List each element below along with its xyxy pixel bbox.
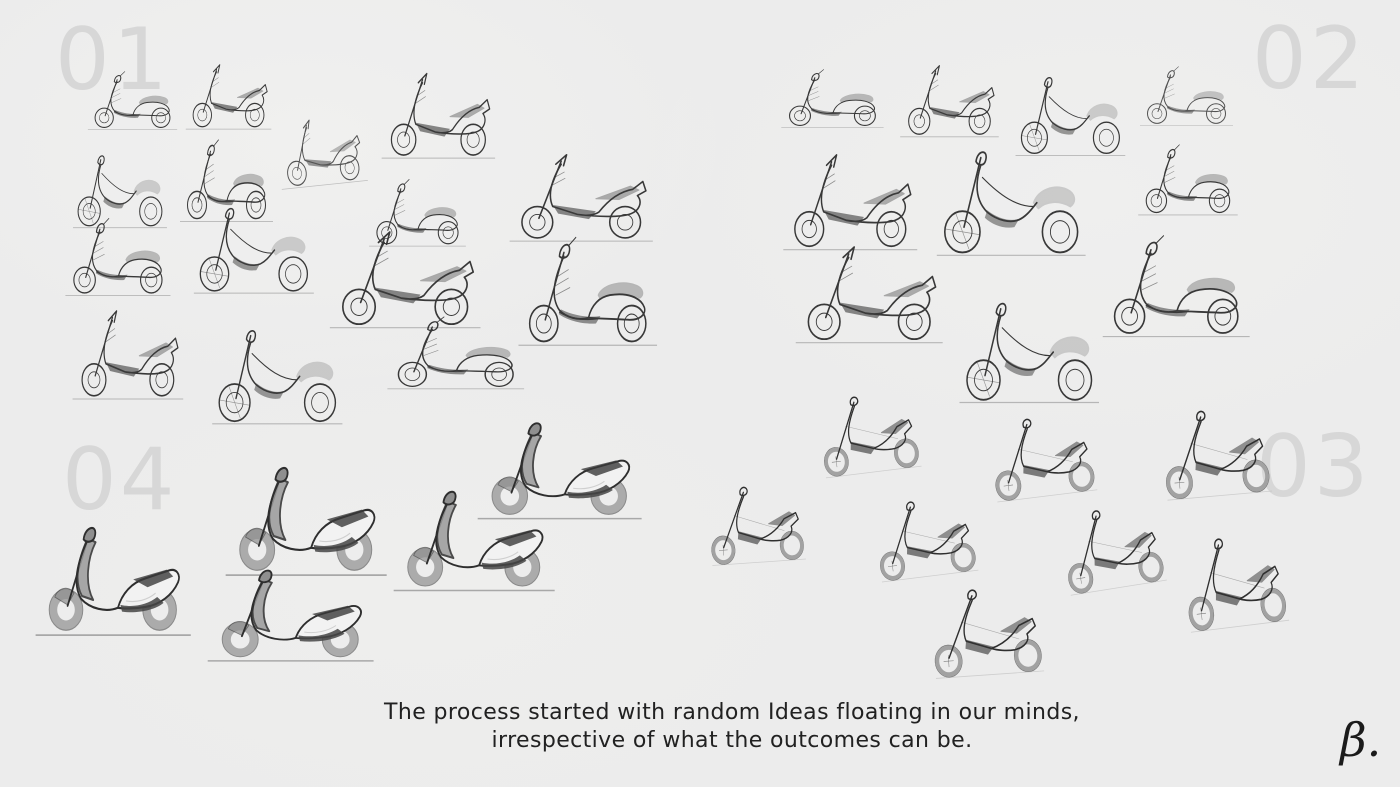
- scooter-sketch-01-9: [62, 211, 175, 299]
- scooter-sketch-01-13: [69, 299, 188, 403]
- scooter-sketch-03-5: [864, 488, 987, 587]
- caption-line-2: irrespective of what the outcomes can be.: [491, 728, 973, 753]
- scooter-sketch-03-6: [1050, 495, 1176, 602]
- process-caption: [64, 699, 1400, 755]
- group-03-label: 03: [1256, 417, 1372, 517]
- group-01-label: 01: [55, 10, 171, 110]
- scooter-sketch-01-10: [190, 197, 319, 297]
- scooter-sketch-04-1: [34, 513, 194, 640]
- scooter-sketch-02-2: [897, 56, 1003, 140]
- scooter-sketch-01-15: [383, 310, 530, 392]
- scooter-sketch-01-2: [183, 56, 275, 132]
- scooter-sketch-03-7: [1171, 524, 1297, 638]
- scooter-sketch-03-8: [921, 579, 1053, 685]
- scooter-sketch-03-3: [1151, 399, 1281, 506]
- scooter-sketch-02-6: [932, 138, 1092, 260]
- caption-line-1: The process started with random Ideas floating in our minds,: [384, 700, 1080, 725]
- scooter-sketch-02-4: [1137, 61, 1237, 128]
- scooter-sketch-03-4: [699, 477, 814, 570]
- scooter-sketch-04-3: [206, 558, 377, 665]
- scooter-sketch-01-1: [85, 66, 181, 132]
- scooter-sketch-01-12: [514, 227, 663, 350]
- scooter-sketch-04-5: [476, 410, 645, 523]
- scooter-sketch-02-10: [1098, 226, 1256, 341]
- group-04-label: 04: [62, 430, 178, 530]
- scooter-sketch-03-1: [808, 383, 930, 483]
- scooter-sketch-01-4: [378, 62, 500, 162]
- scooter-sketch-02-8: [791, 234, 949, 347]
- scooter-sketch-02-1: [778, 64, 888, 130]
- scooter-sketch-03-2: [979, 405, 1106, 508]
- designer-signature: β.: [1340, 713, 1382, 767]
- scooter-sketch-02-7: [1135, 138, 1242, 218]
- scooter-sketch-02-9: [955, 290, 1105, 407]
- group-02-label: 02: [1252, 9, 1368, 109]
- scooter-sketch-01-3: [271, 105, 372, 192]
- scooter-sketch-01-14: [208, 318, 348, 428]
